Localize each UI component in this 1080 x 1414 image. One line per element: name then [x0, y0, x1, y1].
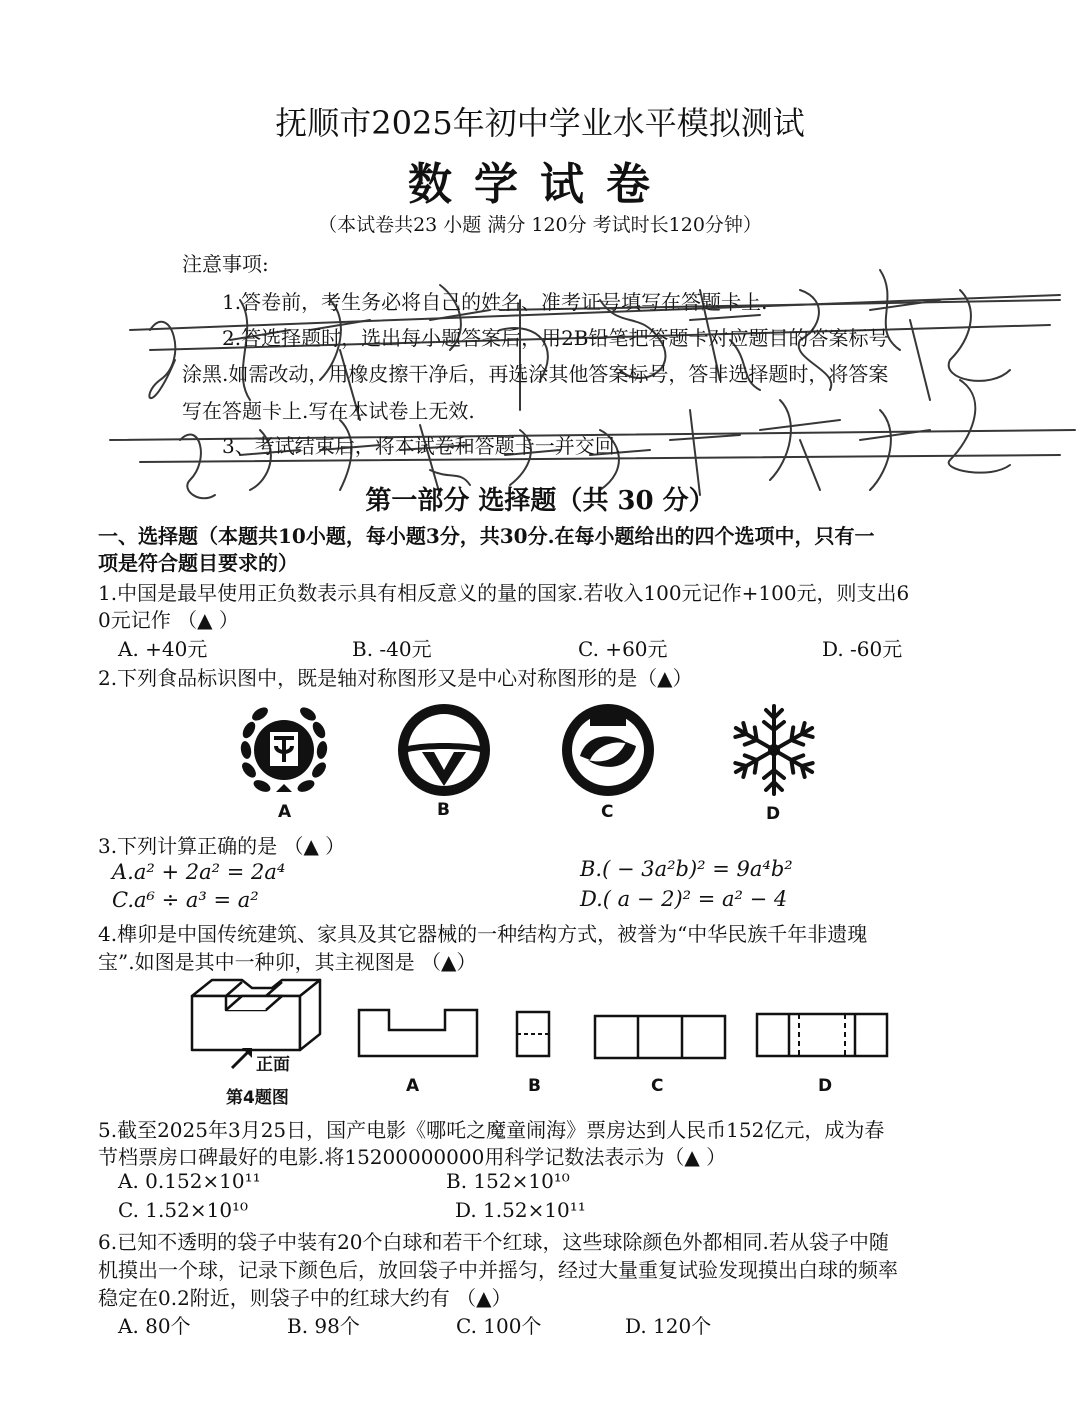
notes-line-3: 涂黑.如需改动，用橡皮擦干净后，再选涂其他答案标号，答非选择题时，将答案 [182, 362, 889, 386]
q1-option-a: A. +40元 [118, 637, 208, 661]
q6-stem-line-3: 稳定在0.2附近，则袋子中的红球大约有 （▲） [98, 1286, 512, 1310]
q4-view-a [357, 1008, 479, 1058]
q2-logo-d [724, 700, 824, 800]
exam-info: （本试卷共23 小题 满分 120分 考试时长120分钟） [318, 214, 762, 236]
exam-title: 抚顺市2025年初中学业水平模拟测试 [275, 104, 805, 142]
part1-instruction-line-1: 一、选择题（本题共10小题，每小题3分，共30分.在每小题给出的四个选项中，只有一 [98, 524, 875, 548]
q6-option-d: D. 120个 [625, 1314, 712, 1338]
notes-line-2: 2.答选择题时，选出每小题答案后，用2B铅笔把答题卡对应题目的答案标号 [222, 326, 889, 350]
q4-view-d [755, 1012, 889, 1058]
q2-logo-c [558, 700, 658, 800]
q2-label-b: B [437, 800, 450, 820]
q2-stem: 2.下列食品标识图中，既是轴对称图形又是中心对称图形的是（▲） [98, 666, 693, 690]
q5-option-a: A. 0.152×10¹¹ [118, 1169, 261, 1193]
q2-label-d: D [766, 804, 781, 824]
q2-logo-a [234, 700, 334, 800]
part1-instruction-line-2: 项是符合题目要求的） [98, 551, 298, 575]
q6-option-a: A. 80个 [118, 1314, 191, 1338]
q1-option-d: D. -60元 [822, 637, 903, 661]
q4-label-b: B [528, 1076, 541, 1096]
q4-label-c: C [651, 1076, 664, 1096]
q4-stem-line-1: 4.榫卯是中国传统建筑、家具及其它器械的一种结构方式，被誉为“中华民族千年非遗瑰 [98, 922, 868, 946]
q4-figure-caption: 第4题图 [226, 1088, 289, 1108]
notes-line-4: 写在答题卡上.写在本试卷上无效. [182, 399, 475, 423]
q5-option-c: C. 1.52×10¹⁰ [118, 1198, 249, 1222]
q3-stem: 3.下列计算正确的是 （▲ ） [98, 834, 346, 858]
notes-line-1: 1.答卷前，考生务必将自己的姓名、准考证号填写在答题卡上. [222, 290, 768, 314]
q3-option-b: B.( − 3a²b)² = 9a⁴b² [580, 857, 793, 881]
front-arrow-icon [228, 1042, 258, 1072]
q1-stem-line-2: 0元记作 （▲ ） [98, 608, 239, 632]
q4-label-d: D [818, 1076, 833, 1096]
q4-front-label: 正面 [256, 1055, 290, 1075]
q2-label-a: A [278, 802, 292, 822]
q3-option-d: D.( a − 2)² = a² − 4 [580, 887, 788, 911]
q2-label-c: C [601, 802, 614, 822]
q5-option-b: B. 152×10¹⁰ [446, 1169, 570, 1193]
q1-option-c: C. +60元 [578, 637, 668, 661]
q2-logo-b [396, 702, 492, 798]
q6-option-c: C. 100个 [456, 1314, 542, 1338]
notes-line-5: 3、考试结束后，将本试卷和答题卡一并交回. [222, 434, 622, 458]
q6-stem-line-1: 6.已知不透明的袋子中装有20个白球和若干个红球，这些球除颜色外都相同.若从袋子中随 [98, 1230, 889, 1254]
q1-option-b: B. -40元 [352, 637, 432, 661]
q5-option-d: D. 1.52×10¹¹ [455, 1198, 586, 1222]
q1-stem-line-1: 1.中国是最早使用正负数表示具有相反意义的量的国家.若收入100元记作+100元，则支出6 [98, 581, 910, 605]
q6-option-b: B. 98个 [287, 1314, 360, 1338]
notes-heading: 注意事项: [182, 252, 269, 276]
q4-view-b [515, 1010, 551, 1058]
q4-stem-line-2: 宝”.如图是其中一种卯，其主视图是 （▲） [98, 950, 477, 974]
q3-option-c: C.a⁶ ÷ a³ = a² [112, 888, 259, 912]
q4-view-c [593, 1014, 727, 1060]
q3-option-a: A.a² + 2a² = 2a⁴ [112, 860, 286, 884]
q4-label-a: A [406, 1076, 420, 1096]
q6-stem-line-2: 机摸出一个球，记录下颜色后，放回袋子中并摇匀，经过大量重复试验发现摸出白球的频率 [98, 1258, 898, 1282]
q5-stem-line-2: 节档票房口碑最好的电影.将15200000000用科学记数法表示为（▲ ） [98, 1145, 727, 1169]
q4-mortise-3d-figure [190, 978, 330, 1058]
part1-heading: 第一部分 选择题（共 30 分） [365, 486, 715, 516]
subject-title: 数学试卷 [408, 159, 672, 210]
q5-stem-line-1: 5.截至2025年3月25日，国产电影《哪吒之魔童闹海》票房达到人民币152亿元，成为春 [98, 1118, 885, 1142]
